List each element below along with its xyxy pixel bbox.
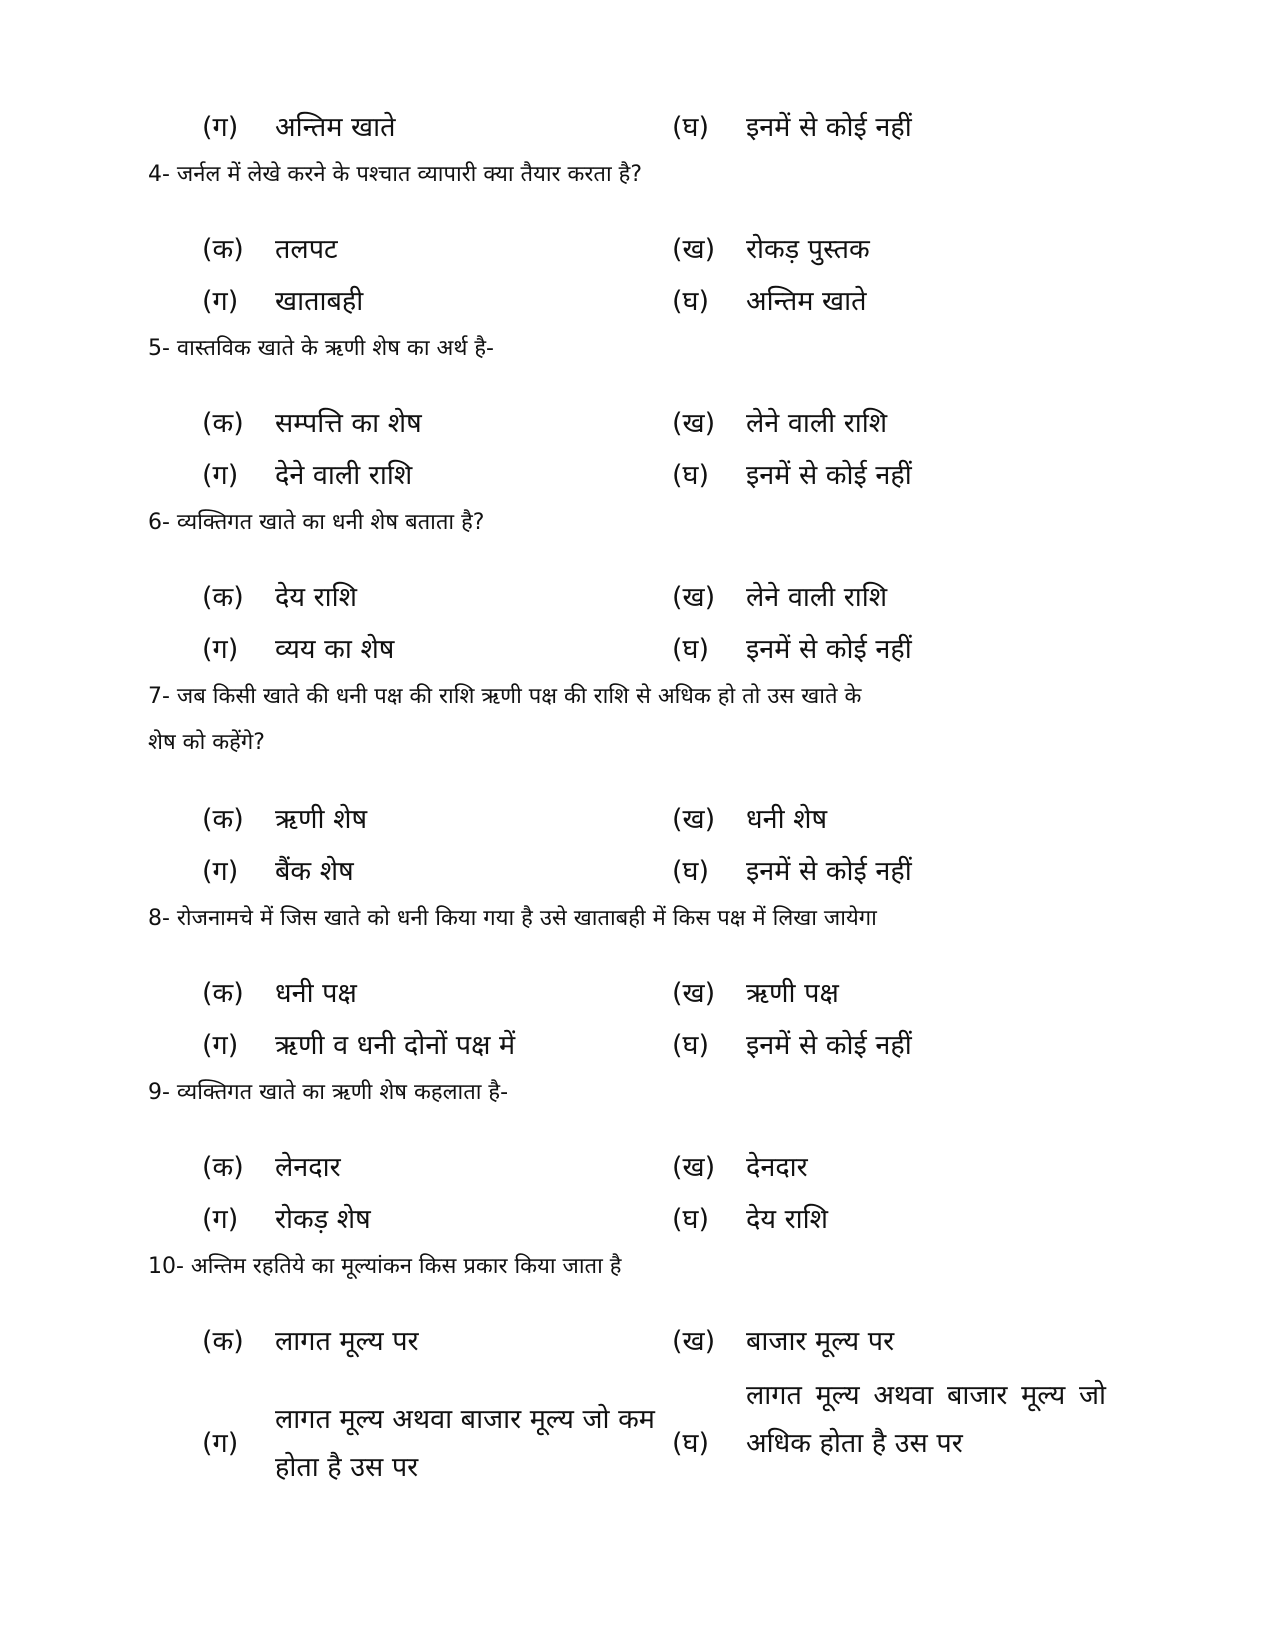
option-label: (घ) [672, 1030, 710, 1061]
question-9-text: 9- व्यक्तिगत खाते का ऋणी शेष कहलाता है- [148, 1080, 509, 1105]
option-label: (ख) [672, 582, 716, 613]
option-label: (क) [202, 408, 244, 439]
option-label: (घ) [672, 856, 710, 887]
option-row [0, 578, 1275, 628]
option-text: देनदार [746, 1152, 808, 1183]
option-text: इनमें से कोई नहीं [746, 1030, 912, 1061]
option-text: अन्तिम खाते [746, 286, 867, 317]
option-text: लेने वाली राशि [746, 408, 888, 439]
option-text: रोकड़ शेष [275, 1204, 371, 1235]
option-text: लागत मूल्य अथवा बाजार मूल्य जो अधिक होता है उस पर [746, 1380, 1106, 1459]
option-text: धनी शेष [746, 804, 828, 835]
option-label: (ख) [672, 408, 716, 439]
option-label: (घ) [672, 634, 710, 665]
option-text: ऋणी व धनी दोनों पक्ष में [275, 1030, 516, 1061]
option-text: खाताबही [275, 286, 364, 317]
option-label: (ख) [672, 234, 716, 265]
question-7-text: 7- जब किसी खाते की धनी पक्ष की राशि ऋणी पक्ष की राशि से अधिक हो तो उस खाते के [148, 684, 862, 709]
option-row [0, 1148, 1275, 1198]
option-text: इनमें से कोई नहीं [746, 460, 912, 491]
option-label: (ग) [202, 856, 239, 887]
option-label: (घ) [672, 112, 710, 143]
option-label: (ग) [202, 286, 239, 317]
option-text: ऋणी शेष [275, 804, 368, 835]
option-label: (ग) [202, 1428, 239, 1459]
option-label: (ख) [672, 1326, 716, 1357]
option-label: (ख) [672, 804, 716, 835]
option-text: ऋणी पक्ष [746, 978, 839, 1009]
option-row-multiline [0, 1372, 1275, 1516]
option-label: (ख) [672, 978, 716, 1009]
option-row [0, 1322, 1275, 1372]
option-text: लागत मूल्य पर [275, 1326, 419, 1357]
question-5-text: 5- वास्तविक खाते के ऋणी शेष का अर्थ है- [148, 336, 494, 361]
option-label: (ग) [202, 1204, 239, 1235]
option-text: अन्तिम खाते [275, 112, 396, 143]
option-row [0, 108, 1275, 158]
option-label: (ग) [202, 460, 239, 491]
option-text: बैंक शेष [275, 856, 354, 887]
option-row [0, 630, 1275, 680]
option-text: इनमें से कोई नहीं [746, 856, 912, 887]
option-text: लेनदार [275, 1152, 341, 1183]
option-label: (क) [202, 1326, 244, 1357]
option-label: (ग) [202, 112, 239, 143]
option-row [0, 974, 1275, 1024]
option-row [0, 800, 1275, 850]
question-10-text: 10- अन्तिम रहतिये का मूल्यांकन किस प्रकार किया जाता है [148, 1254, 622, 1279]
option-text: बाजार मूल्य पर [746, 1326, 895, 1357]
option-label: (ग) [202, 634, 239, 665]
option-text: रोकड़ पुस्तक [746, 234, 870, 265]
option-text: देय राशि [746, 1204, 828, 1235]
question-6-text: 6- व्यक्तिगत खाते का धनी शेष बताता है? [148, 510, 485, 535]
option-text: लेने वाली राशि [746, 582, 888, 613]
option-row [0, 456, 1275, 506]
option-text: धनी पक्ष [275, 978, 357, 1009]
option-row [0, 230, 1275, 280]
option-label: (क) [202, 234, 244, 265]
question-7-text-continued: शेष को कहेंगे? [148, 730, 265, 755]
option-label: (क) [202, 582, 244, 613]
option-text: सम्पत्ति का शेष [275, 408, 422, 439]
option-row [0, 282, 1275, 332]
question-8-text: 8- रोजनामचे में जिस खाते को धनी किया गया है उसे खाताबही में किस पक्ष में लिखा जायेगा [148, 906, 877, 931]
option-label: (घ) [672, 1428, 710, 1459]
option-text: देने वाली राशि [275, 460, 413, 491]
option-label: (घ) [672, 460, 710, 491]
option-label: (क) [202, 804, 244, 835]
option-text: व्यय का शेष [275, 634, 395, 665]
option-row [0, 852, 1275, 902]
option-label: (घ) [672, 1204, 710, 1235]
option-label: (ख) [672, 1152, 716, 1183]
option-text: इनमें से कोई नहीं [746, 634, 912, 665]
option-label: (क) [202, 978, 244, 1009]
option-text: इनमें से कोई नहीं [746, 112, 912, 143]
option-row [0, 1200, 1275, 1250]
option-row [0, 1026, 1275, 1076]
option-row [0, 404, 1275, 454]
option-label: (ग) [202, 1030, 239, 1061]
option-text: देय राशि [275, 582, 357, 613]
option-text: तलपट [275, 234, 338, 265]
option-label: (घ) [672, 286, 710, 317]
option-label: (क) [202, 1152, 244, 1183]
question-4-text: 4- जर्नल में लेखे करने के पश्चात व्यापारी क्या तैयार करता है? [148, 162, 643, 187]
option-text: लागत मूल्य अथवा बाजार मूल्य जो कम होता है उस पर [275, 1404, 655, 1483]
